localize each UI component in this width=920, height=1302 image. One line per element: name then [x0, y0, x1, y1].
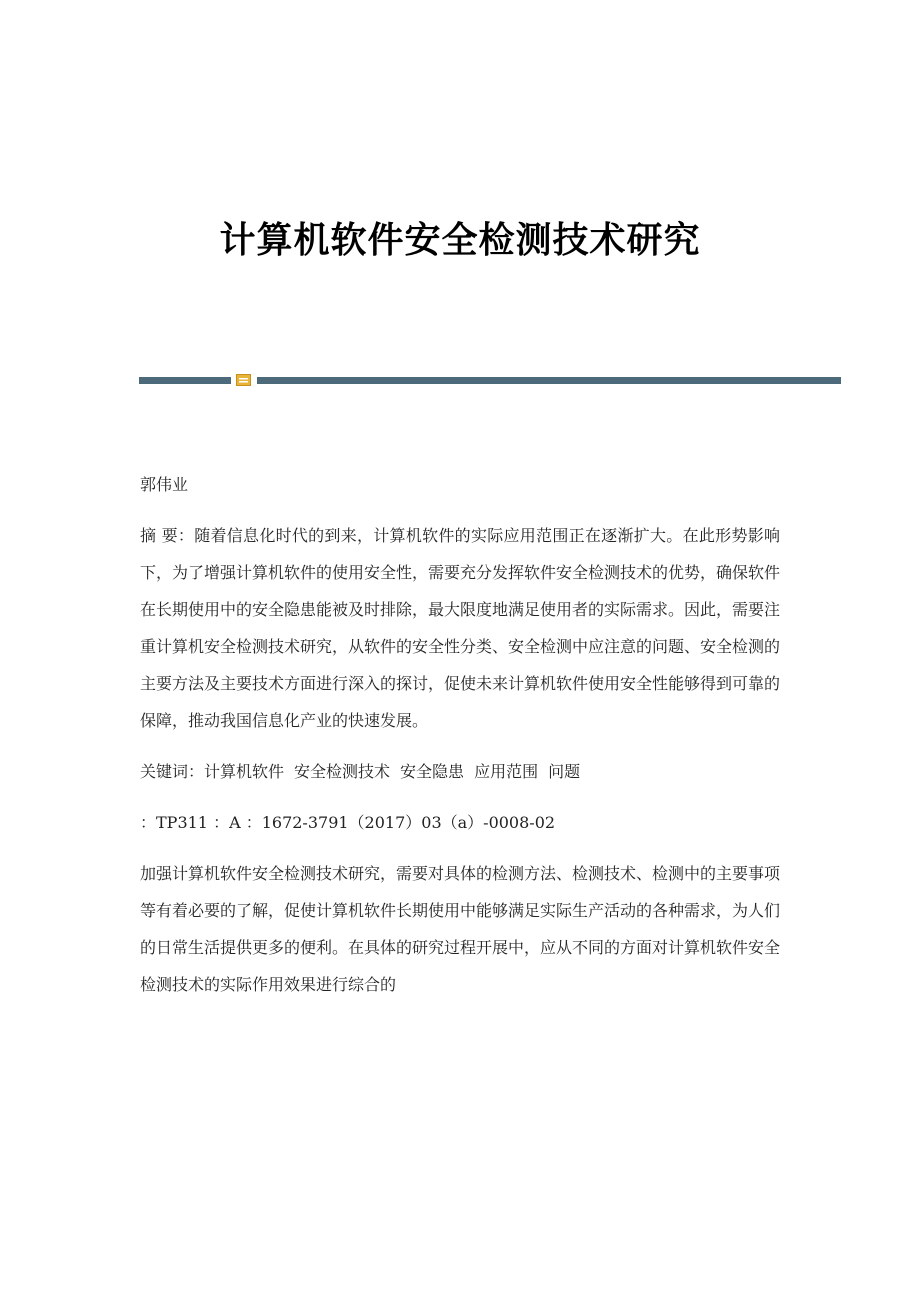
document-content: [140, 466, 780, 1017]
keyword-item: 应用范围: [474, 762, 539, 781]
keyword-item: 安全检测技术: [294, 762, 391, 781]
keywords: [140, 753, 780, 790]
divider-left-segment: [139, 377, 231, 384]
abstract-text: 随着信息化时代的到来，计算机软件的实际应用范围正在逐渐扩大。在此形势影响下，为了增强计算机软件的使用安全性，需要充分发挥软件安全检测技术的优势，确保软件在长期使用中的安全隐患能被及时排除，最大限度地满足使用者的实际需求。因此，需要注重计算机安全检测技术研究，从软件的安全性分类、安全检测中应注意的问题、安全检测的主要方法及主要技术方面进行深入的探讨，促使未来计算机软件使用安全性能够得到可靠的保障，推动我国信息化产业的快速发展。: [140, 526, 781, 730]
keyword-item: 问题: [548, 762, 581, 781]
abstract-label: 摘 要：: [140, 526, 195, 545]
author-name: 郭伟业: [140, 475, 189, 494]
title-divider: [139, 374, 841, 386]
abstract: [140, 517, 780, 739]
keywords-label: 关键词：: [140, 762, 205, 781]
keyword-item: 安全隐患: [400, 762, 465, 781]
keyword-item: 计算机软件: [204, 762, 285, 781]
document-title: 计算机软件安全检测技术研究: [219, 219, 701, 261]
divider-right-segment: [257, 377, 841, 384]
divider-badge-icon: [236, 374, 251, 386]
body-paragraph: 加强计算机软件安全检测技术研究，需要对具体的检测方法、检测技术、检测中的主要事项等有着必要的了解，促使计算机软件长期使用中能够满足实际生产活动的各种需求，为人们的日常生活提供更多的便利。在具体的研究过程开展中，应从不同的方面对计算机软件安全检测技术的实际作用效果进行综合的: [140, 864, 781, 994]
classification-line: ：TP311 ：A ：1672-3791（2017）03（a）-0008-02: [140, 813, 556, 832]
